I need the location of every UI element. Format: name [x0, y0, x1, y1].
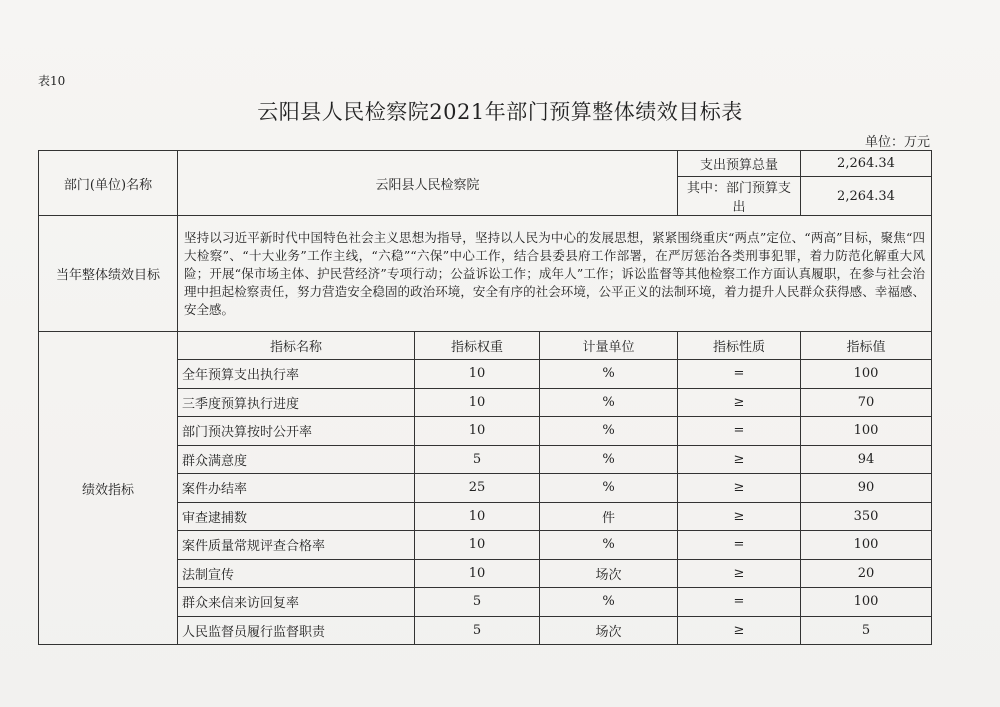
row-nature: =	[678, 360, 801, 389]
row-nature: ≥	[678, 474, 801, 503]
row-indicator-name: 群众来信来访回复率	[178, 588, 415, 617]
budget-total-value: 2,264.34	[801, 151, 932, 177]
row-nature: ≥	[678, 445, 801, 474]
page-title: 云阳县人民检察院2021年部门预算整体绩效目标表	[257, 100, 743, 124]
row-indicator-name: 群众满意度	[178, 445, 415, 474]
row-indicator-name: 法制宣传	[178, 559, 415, 588]
row-unit: %	[540, 474, 678, 503]
header-indicator-value: 指标值	[801, 332, 932, 360]
row-value: 100	[801, 531, 932, 560]
row-value: 100	[801, 588, 932, 617]
row-unit: 件	[540, 502, 678, 531]
row-indicator-name: 全年预算支出执行率	[178, 360, 415, 389]
row-value: 100	[801, 417, 932, 446]
budget-total-label: 支出预算总量	[678, 151, 801, 177]
row-nature: =	[678, 531, 801, 560]
row-nature: ≥	[678, 559, 801, 588]
row-unit: %	[540, 588, 678, 617]
row-indicator-name: 审查逮捕数	[178, 502, 415, 531]
row-value: 94	[801, 445, 932, 474]
row-unit: 场次	[540, 616, 678, 645]
dept-name-value: 云阳县人民检察院	[178, 151, 678, 216]
row-unit: %	[540, 417, 678, 446]
header-measure-unit: 计量单位	[540, 332, 678, 360]
row-unit: 场次	[540, 559, 678, 588]
row-indicator-name: 案件办结率	[178, 474, 415, 503]
header-indicator-weight: 指标权重	[415, 332, 540, 360]
row-value: 5	[801, 616, 932, 645]
unit-label: 单位：万元	[864, 135, 930, 150]
budget-sub-label: 其中：部门预算支出	[678, 177, 801, 216]
dept-name-label: 部门(单位)名称	[39, 151, 178, 216]
header-indicator-nature: 指标性质	[678, 332, 801, 360]
row-value: 350	[801, 502, 932, 531]
performance-target-table	[38, 150, 932, 645]
row-weight: 5	[415, 588, 540, 617]
row-weight: 10	[415, 559, 540, 588]
row-indicator-name: 三季度预算执行进度	[178, 388, 415, 417]
row-indicator-name: 人民监督员履行监督职责	[178, 616, 415, 645]
row-weight: 10	[415, 531, 540, 560]
row-weight: 10	[415, 360, 540, 389]
annual-goal-label: 当年整体绩效目标	[39, 216, 178, 332]
row-unit: %	[540, 388, 678, 417]
row-weight: 10	[415, 417, 540, 446]
row-weight: 5	[415, 445, 540, 474]
row-indicator-name: 案件质量常规评查合格率	[178, 531, 415, 560]
row-value: 90	[801, 474, 932, 503]
row-nature: ≥	[678, 388, 801, 417]
row-value: 100	[801, 360, 932, 389]
annual-goal-text: 坚持以习近平新时代中国特色社会主义思想为指导，坚持以人民为中心的发展思想，紧紧围绕重庆“两点”定位、“两高”目标，聚焦“四大检察”、“十大业务”工作主线，“六稳”“六保”中心工作，结合县委县府工作部署，在严厉惩治各类刑事犯罪，着力防范化解重大风险；开展“保市场主体、护民营经济”专项行动；公益诉讼工作；成年人”工作；诉讼监督等其他检察工作方面认真履职，在参与社会治理中担起检察责任，努力营造安全稳固的政治环境，安全有序的社会环境，公平正义的法制环境，着力提升人民群众获得感、幸福感、安全感。	[178, 216, 932, 332]
row-nature: ≥	[678, 616, 801, 645]
row-unit: %	[540, 445, 678, 474]
row-value: 70	[801, 388, 932, 417]
row-unit: %	[540, 531, 678, 560]
header-indicator-name: 指标名称	[178, 332, 415, 360]
row-value: 20	[801, 559, 932, 588]
table-number: 表10	[38, 74, 66, 88]
row-nature: =	[678, 417, 801, 446]
row-nature: ≥	[678, 502, 801, 531]
row-nature: =	[678, 588, 801, 617]
budget-sub-value: 2,264.34	[801, 177, 932, 216]
row-weight: 25	[415, 474, 540, 503]
row-unit: %	[540, 360, 678, 389]
indicators-label: 绩效指标	[39, 332, 178, 645]
row-weight: 5	[415, 616, 540, 645]
row-weight: 10	[415, 388, 540, 417]
row-indicator-name: 部门预决算按时公开率	[178, 417, 415, 446]
row-weight: 10	[415, 502, 540, 531]
